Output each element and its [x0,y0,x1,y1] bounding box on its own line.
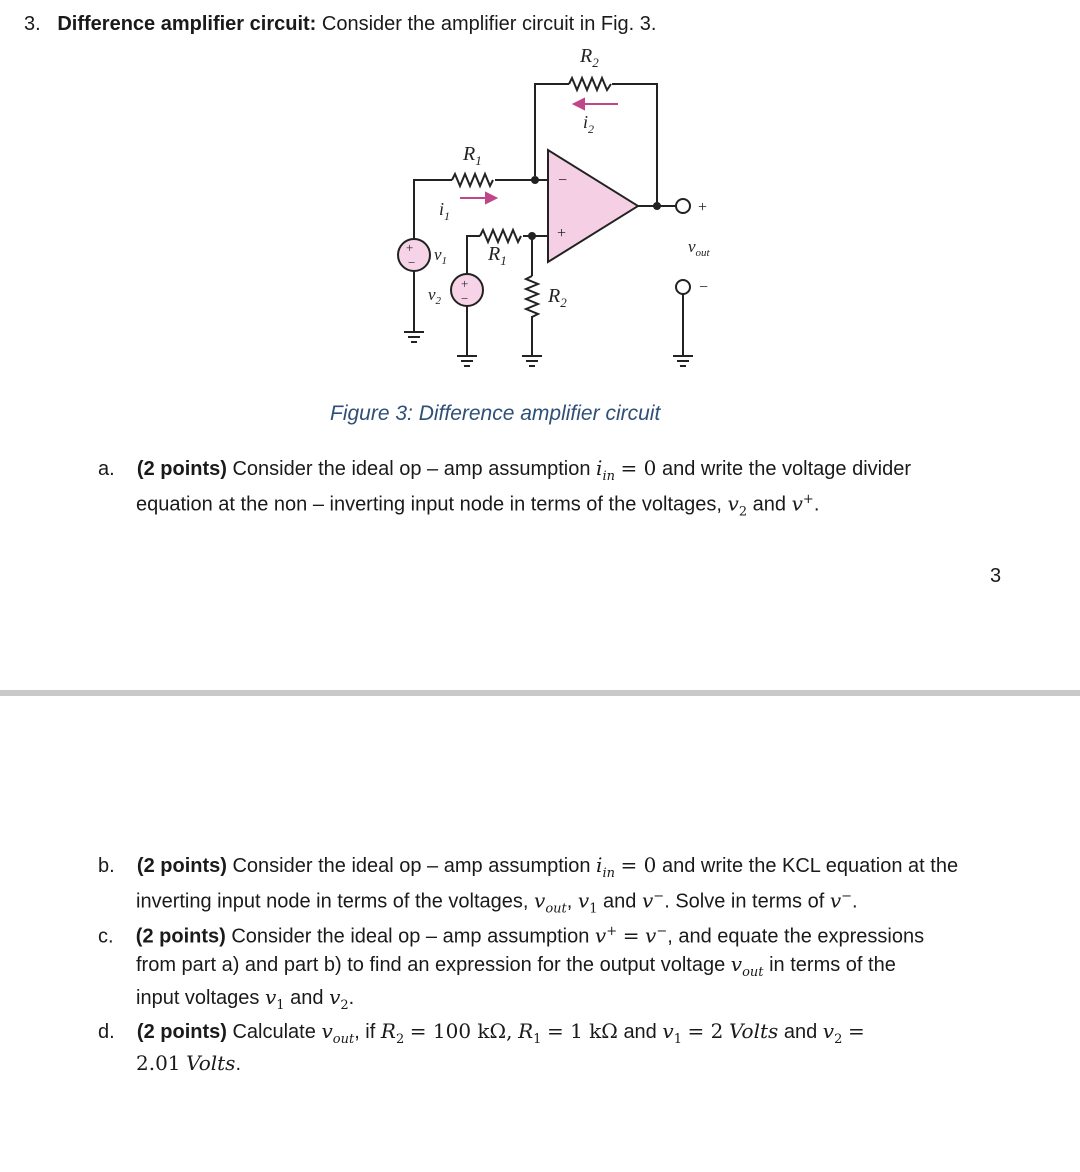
svg-text:i2: $i_2$ [583,112,595,136]
label-v2: v [428,285,436,304]
part-d-line-2: 2.01 Volts. [136,1051,242,1075]
problem-intro: Consider the amplifier circuit in Fig. 3. [321,13,657,35]
svg-text:i1: $i_1$ [439,199,451,223]
svg-text:vout: $v_{out}$ [688,237,710,259]
label-vout: v [688,237,696,256]
label-r1-mid: R [488,243,501,265]
label-r2-top: R [580,45,593,67]
part-c-line-1: c. (2 points) Consider the ideal op – amp assumption v+ = v−, and equate the expressions [98,923,925,948]
svg-text:−: − [408,255,416,270]
svg-text:−: − [461,291,469,306]
svg-text:v1: $v_1$ [434,245,448,267]
problem-heading [24,12,656,36]
r1-top-resistor [452,174,493,186]
svg-text:+: + [557,225,567,242]
circuit-diagram [380,40,740,380]
label-i1: i [439,199,445,219]
part-c-line-3: input voltages $v_1$ and $v_2$. [136,985,355,1013]
label-i2: i [583,112,589,132]
page-number: 3 [990,565,1002,587]
part-b-line-2: inverting input node in terms of the voltages, $v_{out}$, $v_1$ and v−. Solve in terms of v−. [136,888,858,917]
figure-caption: Figure 3: Difference amplifier circuit [330,402,661,425]
label-r2-bottom: R [548,285,561,307]
svg-text:+: + [406,240,414,255]
part-b-line-1: b. (2 points) Consider the ideal op – amp assumption $i_{in} = 0$ and write the KCL equation at the [98,853,959,881]
svg-text:−: − [558,172,568,189]
svg-text:v2: $v_2$ [428,285,442,307]
svg-text:R2: $R_2$ [548,285,567,310]
svg-text:+: + [461,276,469,291]
svg-text:R2: $R_2$ [580,45,599,70]
r1-mid-resistor [480,230,521,242]
problem-title: Difference amplifier circuit: [57,13,317,35]
part-a-line-2: equation at the non – inverting input node in terms of the voltages, $v_2$ and v+. [136,491,820,520]
vout-plus-terminal [676,199,690,213]
problem-number: 3. [24,13,41,35]
label-v1: v [434,245,442,264]
svg-text:R1: $R_1$ [463,143,482,168]
label-r1-top: R [463,143,476,165]
opamp [548,150,638,262]
page-2 [0,696,1080,1172]
part-a-line-1: a. (2 points) Consider the ideal op – amp assumption $i_{in} = 0$ and write the voltage divider [98,456,911,484]
r2-bottom-resistor [526,276,538,317]
svg-text:R1: $R_1$ [488,243,507,268]
vout-minus-terminal [676,280,690,294]
r2-feedback-resistor [569,78,611,90]
part-c-line-2: from part a) and part b) to find an expression for the output voltage $v_{out}$ in terms of the [136,952,896,980]
part-d-line-1: d. (2 points) Calculate $v_{out}$, if $R_2 = 100$ kΩ, $R_1 = 1$ kΩ and $v_1 = 2$ Volts and $v_2$ = [98,1019,865,1047]
label-vout-plus: + [698,199,708,216]
label-vout-minus: − [699,279,709,296]
